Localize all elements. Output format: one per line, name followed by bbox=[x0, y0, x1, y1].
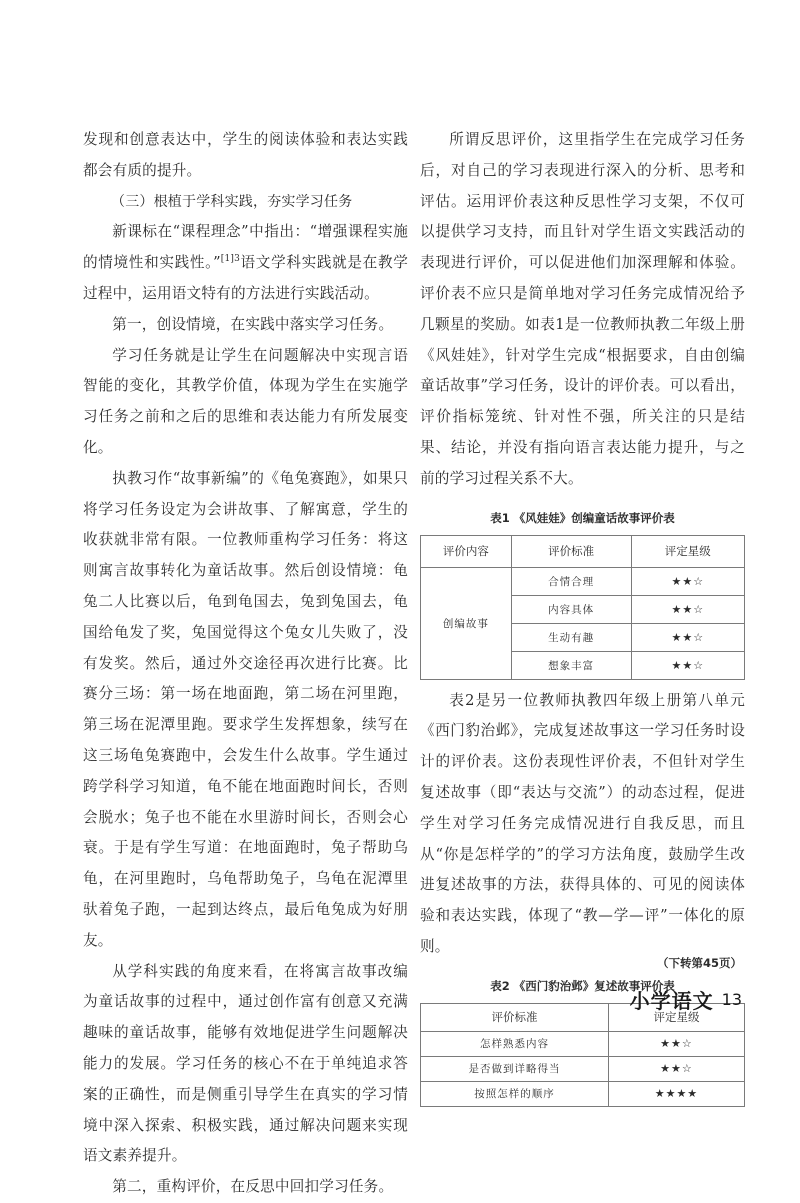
table-row bbox=[421, 1081, 745, 1106]
table1-caption: 表1 《风娃娃》创编童话故事评价表 bbox=[490, 510, 675, 525]
table-row bbox=[421, 567, 745, 595]
table-row bbox=[421, 1031, 745, 1056]
rating-stars: ★★☆ bbox=[631, 651, 744, 679]
table2-caption: 表2 《西门豹治邺》复述故事评价表 bbox=[490, 978, 675, 993]
paragraph: 学习任务就是让学生在问题解决中实现言语智能的变化，其教学价值，体现为学生在实施学习任务之前和之后的思维和表达能力有所发展变化。 bbox=[83, 346, 408, 456]
rating-stars: ★★☆ bbox=[631, 595, 744, 623]
table-header-row bbox=[421, 535, 745, 567]
rating-stars: ★★★★ bbox=[608, 1081, 744, 1106]
table-cell: 生动有趣 bbox=[511, 623, 631, 651]
paragraph: 发现和创意表达中，学生的阅读体验和表达实践都会有质的提升。 bbox=[83, 131, 408, 179]
table2 bbox=[420, 1003, 745, 1107]
paragraph: 表2是另一位教师执教四年级上册第八单元《西门豹治邺》，完成复述故事这一学习任务时设计的评价表。这份表现性评价表，不但针对学生复述故事（即“表达与交流”）的动态过程，促进学生对学习任务完成情况进行自我反思，而且从“你是怎样学的”的学习方法角度，鼓励学生改进复述故事的方法，获得具体的、可见的阅读体验和表达实践，体现了“教—学—评”一体化的原则。 bbox=[420, 691, 745, 955]
table-header-cell: 评价内容 bbox=[421, 535, 512, 567]
rating-stars: ★★☆ bbox=[608, 1056, 744, 1081]
paragraph: 第二，重构评价，在反思中回扣学习任务。 bbox=[112, 1178, 394, 1196]
table-header-cell: 评定星级 bbox=[608, 1003, 744, 1031]
table-header-cell: 评定星级 bbox=[631, 535, 744, 567]
left-column bbox=[83, 125, 408, 1203]
rating-stars: ★★☆ bbox=[631, 623, 744, 651]
table-header-cell: 评价标准 bbox=[511, 535, 631, 567]
table-cell: 怎样熟悉内容 bbox=[421, 1031, 609, 1056]
table1 bbox=[420, 535, 745, 680]
paragraph: 所谓反思评价，这里指学生在完成学习任务后，对自己的学习表现进行深入的分析、思考和评估。运用评价表这种反思性学习支架，不仅可以提供学习支持，而且针对学生语文实践活动的表现进行评价，可以促进他们加深理解和体验。评价表不应只是简单地对学习任务完成情况给予几颗星的奖励。如表1是一位教师执教二年级上册《风娃娃》，针对学生完成“根据要求，自由创编童话故事”学习任务，设计的评价表。可以看出，评价指标笼统、针对性不强，所关注的只是结果、结论，并没有指向语言表达能力提升，与之前的学习过程关系不大。 bbox=[420, 131, 745, 487]
paragraph-text: 语文学科实践就是在教学过程中，运用语文特有的方法进行实践活动。 bbox=[83, 254, 409, 302]
journal-name: 小学语文 bbox=[629, 989, 714, 1013]
page-number: 13 bbox=[721, 990, 742, 1009]
section-heading: （三）根植于学科实践，夯实学习任务 bbox=[111, 193, 353, 210]
paragraph bbox=[83, 217, 408, 309]
table-header-cell: 评价标准 bbox=[421, 1003, 609, 1031]
table-row bbox=[421, 1056, 745, 1081]
paragraph: 从学科实践的角度来看，在将寓言故事改编为童话故事的过程中，通过创作富有创意又充满趣味的童话故事，能够有效地促进学生问题解决能力的发展。学习任务的核心不在于单纯追求答案的正确性，而是侧重引导学生在真实的学习情境中深入探索、积极实践，通过解决问题来实现语文素养提升。 bbox=[83, 962, 408, 1165]
page-footer bbox=[630, 985, 742, 1014]
continued-note: （下转第45页） bbox=[656, 956, 742, 970]
table-group-cell: 创编故事 bbox=[421, 567, 512, 679]
table-cell: 想象丰富 bbox=[511, 651, 631, 679]
paragraph: 执教习作“故事新编”的《龟兔赛跑》，如果只将学习任务设定为会讲故事、了解寓意，学生的收获就非常有限。一位教师重构学习任务：将这则寓言故事转化为童话故事。然后创设情境：龟兔二人比赛以后，龟到龟国去，兔到兔国去，龟国给龟发了奖，兔国觉得这个兔女儿失败了，没有发奖。然后，通过外交途径再次进行比赛。比赛分三场：第一场在地面跑，第二场在河里跑，第三场在泥潭里跑。要求学生发挥想象，续写在这三场龟兔赛跑中，会发生什么故事。学生通过跨学科学习知道，龟不能在地面跑时间长，否则会脱水；兔子也不能在水里游时间长，否则会心衰。于是有学生写道：在地面跑时，兔子帮助乌龟，在河里跑时，乌龟帮助兔子，乌龟在泥潭里驮着兔子跑，一起到达终点，最后龟兔成为好朋友。 bbox=[83, 469, 408, 949]
table-cell: 合情合理 bbox=[511, 567, 631, 595]
citation-mark: [1]3 bbox=[220, 254, 241, 265]
paragraph-text: 新课标在“课程理念”中指出：“增强课程实施的情境性和实践性。” bbox=[83, 223, 408, 272]
rating-stars: ★★☆ bbox=[631, 567, 744, 595]
rating-stars: ★★☆ bbox=[608, 1031, 744, 1056]
table-cell: 内容具体 bbox=[511, 595, 631, 623]
table-cell: 按照怎样的顺序 bbox=[421, 1081, 609, 1106]
paragraph: 第一，创设情境，在实践中落实学习任务。 bbox=[112, 315, 394, 333]
table-cell: 是否做到详略得当 bbox=[421, 1056, 609, 1081]
